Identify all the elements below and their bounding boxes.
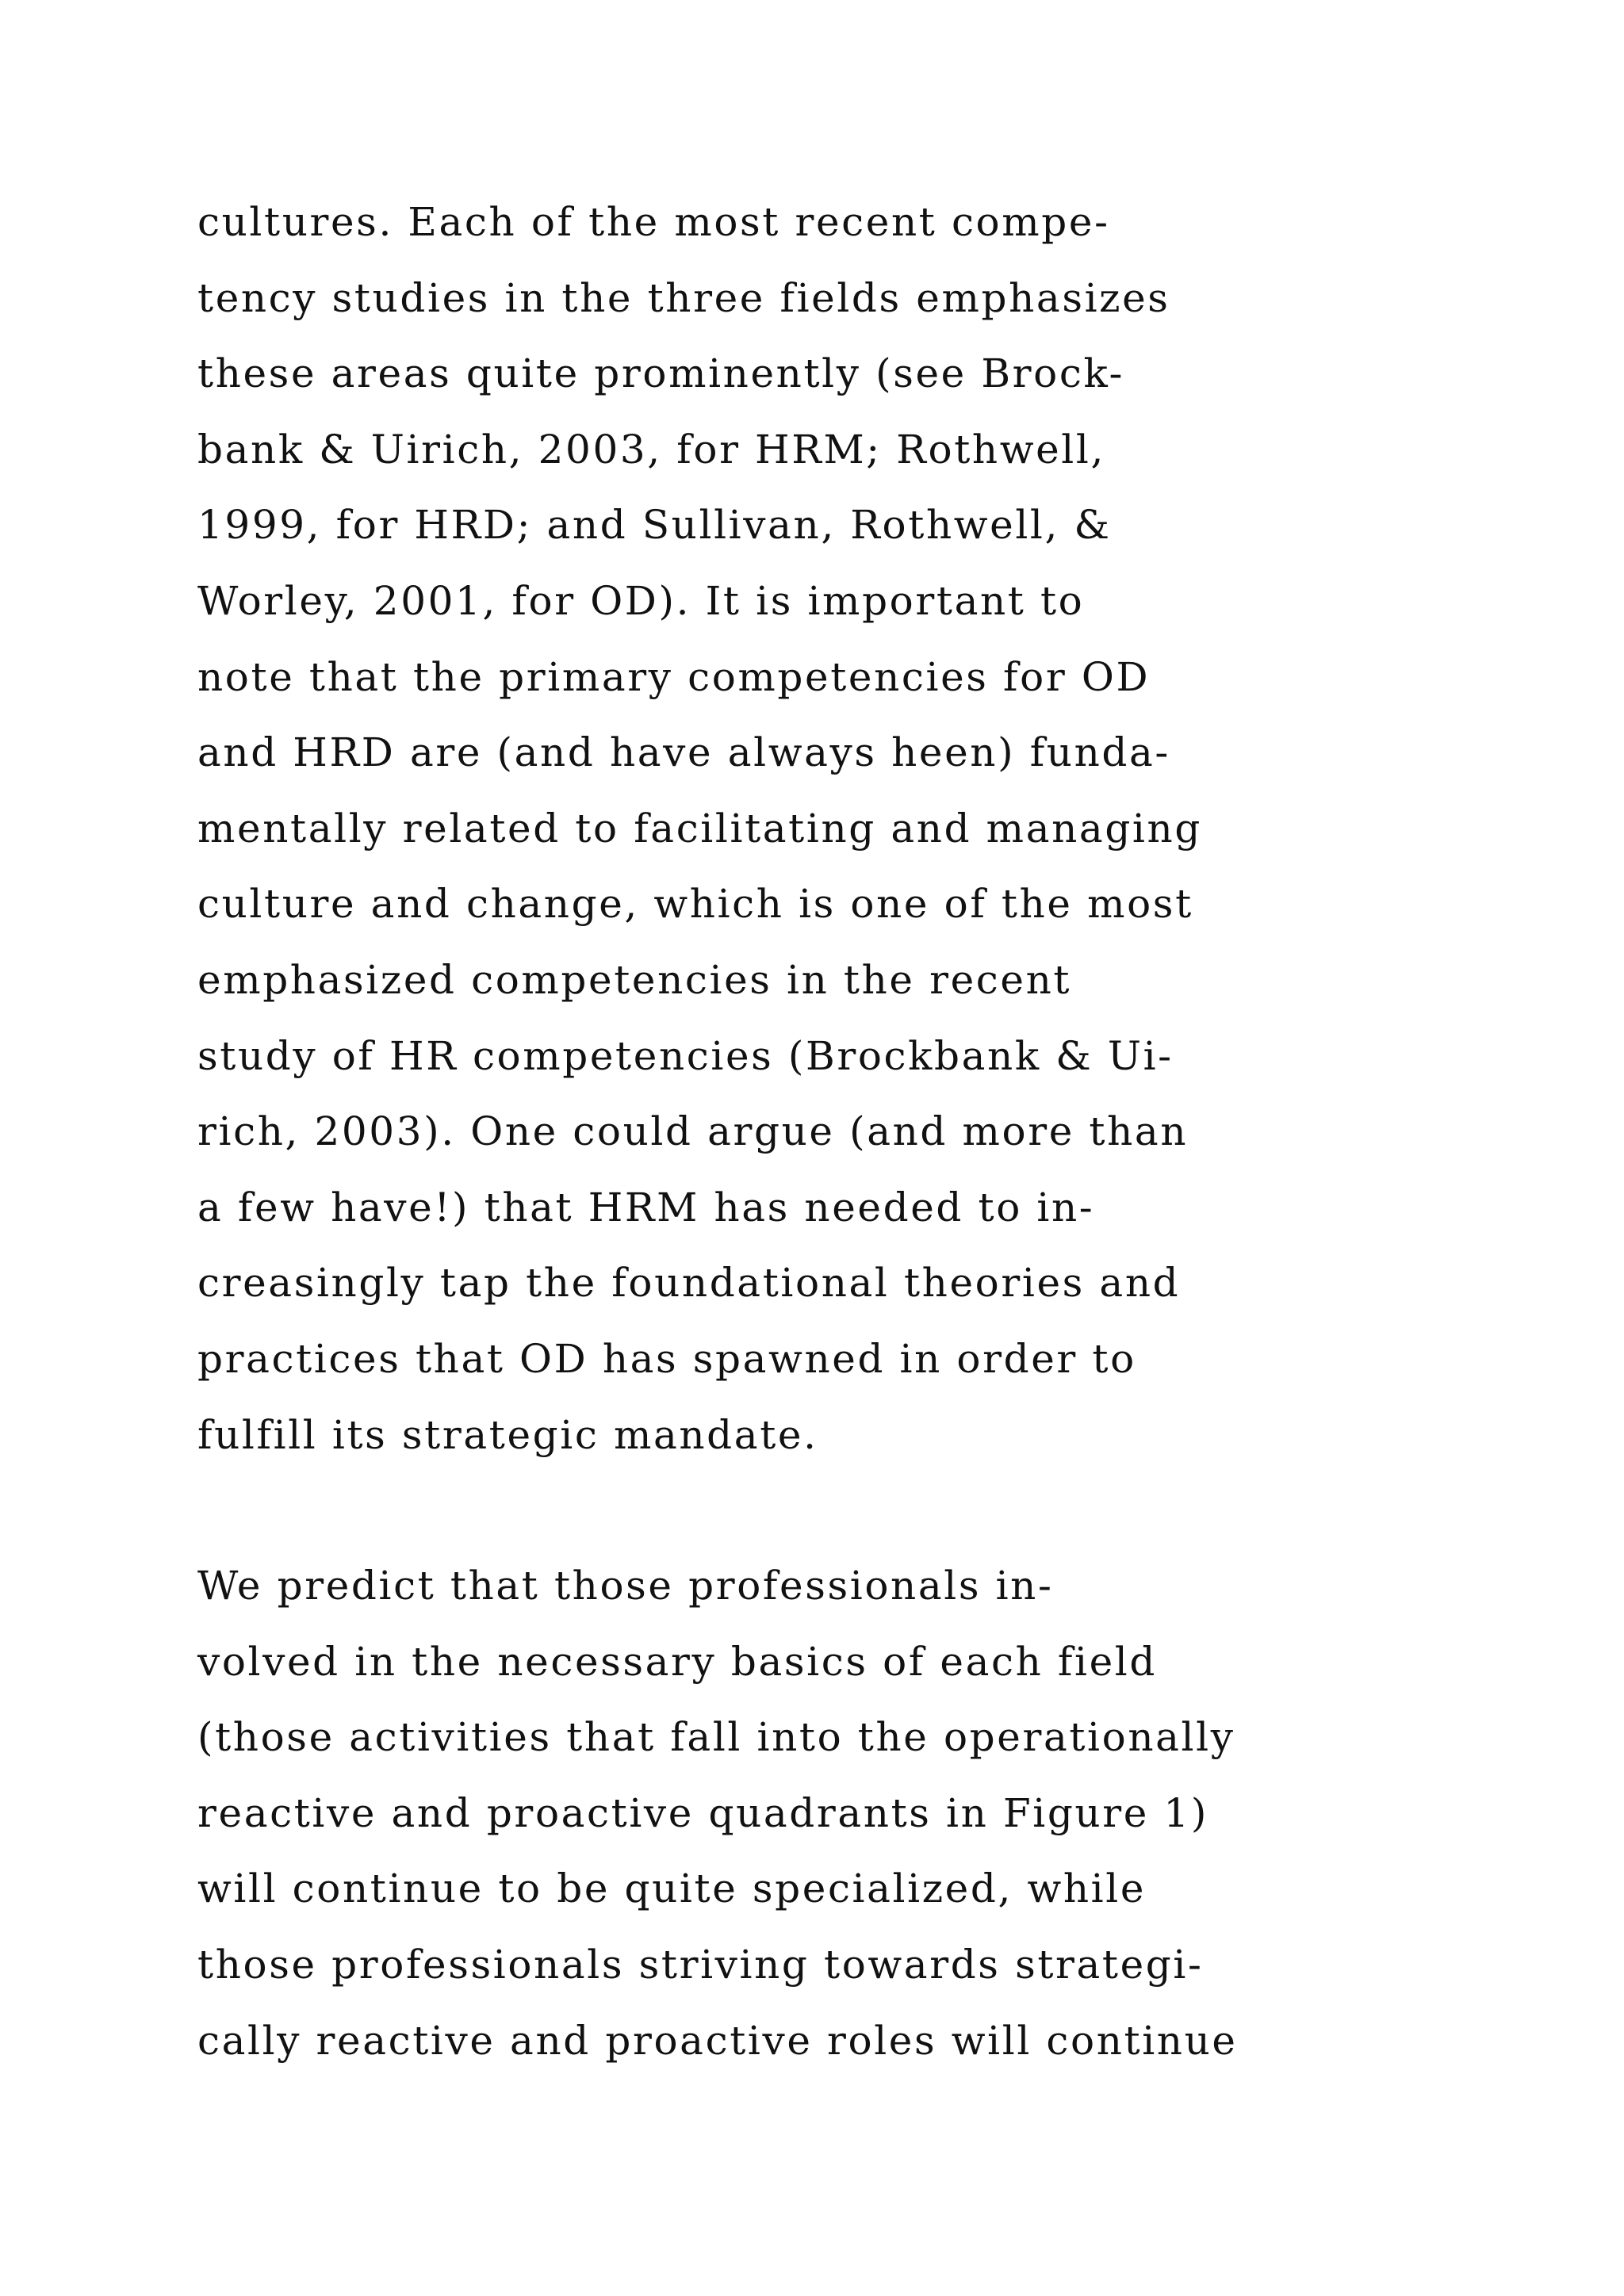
text-line: We predict that those professionals in- <box>197 1563 1054 1609</box>
text-line: volved in the necessary basics of each field <box>197 1638 1158 1685</box>
text-line: study of HR competencies (Brockbank & Ui- <box>197 1032 1174 1079</box>
paragraph-1 <box>197 195 1202 1483</box>
text-line: a few have!) that HRM has needed to in- <box>197 1184 1095 1230</box>
text-line: mentally related to facilitating and managing <box>197 805 1202 851</box>
text-line: note that the primary competencies for OD <box>197 653 1151 700</box>
text-line: reactive and proactive quadrants in Figure 1) <box>197 1789 1208 1836</box>
text-line: cultures. Each of the most recent compe- <box>197 199 1110 245</box>
text-line: culture and change, which is one of the most <box>197 881 1193 928</box>
text-line: (those activities that fall into the operationally <box>197 1714 1235 1761</box>
text-line: cally reactive and proactive roles will continue <box>197 2017 1238 2064</box>
text-line: 1999, for HRD; and Sullivan, Rothwell, & <box>197 502 1112 549</box>
text-line: practices that OD has spawned in order to <box>197 1335 1136 1382</box>
text-line: those professionals striving towards strategi- <box>197 1941 1204 1988</box>
paragraph-2 <box>197 1559 1238 2089</box>
text-line: bank & Uirich, 2003, for HRM; Rothwell, <box>197 426 1105 473</box>
text-line: emphasized competencies in the recent <box>197 956 1072 1003</box>
text-line: and HRD are (and have always heen) funda- <box>197 729 1170 776</box>
text-line: creasingly tap the foundational theories and <box>197 1260 1181 1307</box>
text-line: will continue to be quite specialized, while <box>197 1866 1147 1912</box>
text-line: Worley, 2001, for OD). It is important to <box>197 577 1085 624</box>
text-line: tency studies in the three fields emphasizes <box>197 274 1170 321</box>
text-line: fulfill its strategic mandate. <box>197 1411 818 1458</box>
text-line: rich, 2003). One could argue (and more than <box>197 1108 1189 1155</box>
text-line: these areas quite prominently (see Brock- <box>197 350 1125 397</box>
